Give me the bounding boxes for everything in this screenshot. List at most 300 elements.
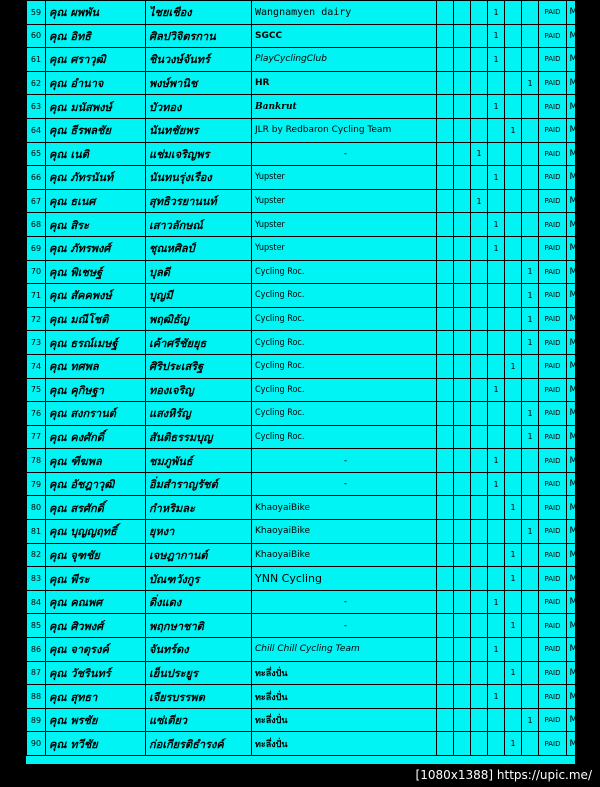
check-cell — [488, 567, 505, 591]
row-number: 90 — [27, 732, 46, 756]
check-cell — [522, 48, 539, 72]
table-row — [27, 260, 592, 284]
check-cell — [488, 142, 505, 166]
paid-status: PAID — [539, 449, 567, 473]
check-cell — [522, 118, 539, 142]
check-cell — [454, 331, 471, 355]
team-name: HR — [252, 71, 437, 95]
category: Men — [567, 520, 592, 544]
check-cell — [471, 614, 488, 638]
team-name: Bankrut — [252, 95, 437, 119]
check-cell — [522, 354, 539, 378]
row-number: 82 — [27, 543, 46, 567]
row-number: 77 — [27, 425, 46, 449]
table-row — [27, 166, 592, 190]
check-cell — [522, 567, 539, 591]
check-cell — [437, 449, 454, 473]
check-cell — [505, 425, 522, 449]
paid-status: PAID — [539, 685, 567, 709]
paid-status: PAID — [539, 472, 567, 496]
check-cell: 1 — [471, 189, 488, 213]
row-number: 74 — [27, 354, 46, 378]
last-name: ชมภูพันธ์ — [146, 449, 252, 473]
check-cell — [454, 142, 471, 166]
check-cell — [488, 307, 505, 331]
check-cell — [471, 1, 488, 25]
category: Men — [567, 638, 592, 662]
check-cell — [522, 449, 539, 473]
table-row — [27, 213, 592, 237]
check-cell — [437, 614, 454, 638]
first-name: คุณ สรศักดิ์ — [46, 496, 146, 520]
row-number: 59 — [27, 1, 46, 25]
check-cell — [471, 331, 488, 355]
first-name: คุณ สุทธา — [46, 685, 146, 709]
check-cell: 1 — [505, 118, 522, 142]
table-row — [27, 236, 592, 260]
check-cell: 1 — [522, 402, 539, 426]
last-name: พฤฒิธัญ — [146, 307, 252, 331]
category: Men — [567, 24, 592, 48]
check-cell — [437, 213, 454, 237]
row-number: 83 — [27, 567, 46, 591]
category: Men — [567, 567, 592, 591]
check-cell — [505, 520, 522, 544]
row-number: 68 — [27, 213, 46, 237]
check-cell — [437, 1, 454, 25]
check-cell — [437, 95, 454, 119]
paid-status: PAID — [539, 732, 567, 756]
team-name: YNN Cycling — [252, 567, 437, 591]
first-name: คุณ ทวีชัย — [46, 732, 146, 756]
check-cell — [488, 284, 505, 308]
check-cell — [471, 708, 488, 732]
check-cell — [471, 213, 488, 237]
last-name: แสงหิรัญ — [146, 402, 252, 426]
check-cell: 1 — [505, 496, 522, 520]
team-name: PlayCyclingClub — [252, 48, 437, 72]
last-name: พฤกษาชาติ — [146, 614, 252, 638]
check-cell — [437, 189, 454, 213]
paid-status: PAID — [539, 638, 567, 662]
team-name: KhaoyaiBike — [252, 520, 437, 544]
paid-status: PAID — [539, 590, 567, 614]
check-cell: 1 — [488, 590, 505, 614]
table-row — [27, 48, 592, 72]
table-row — [27, 142, 592, 166]
category: Men — [567, 260, 592, 284]
check-cell — [437, 307, 454, 331]
category: Men — [567, 661, 592, 685]
first-name: คุณ คุกิษฐา — [46, 378, 146, 402]
check-cell — [505, 402, 522, 426]
table-row — [27, 284, 592, 308]
row-number: 88 — [27, 685, 46, 709]
check-cell — [437, 236, 454, 260]
check-cell — [471, 307, 488, 331]
first-name: คุณ มณีโชติ — [46, 307, 146, 331]
check-cell — [437, 567, 454, 591]
row-number: 85 — [27, 614, 46, 638]
last-name: นันทนรุ่งเรือง — [146, 166, 252, 190]
check-cell — [454, 118, 471, 142]
first-name: คุณ ผพพัน — [46, 1, 146, 25]
paid-status: PAID — [539, 402, 567, 426]
paid-status: PAID — [539, 48, 567, 72]
check-cell — [522, 614, 539, 638]
paid-status: PAID — [539, 708, 567, 732]
check-cell: 1 — [522, 307, 539, 331]
check-cell — [454, 307, 471, 331]
last-name: ยุหงา — [146, 520, 252, 544]
paid-status: PAID — [539, 189, 567, 213]
check-cell — [505, 166, 522, 190]
category: Men — [567, 189, 592, 213]
check-cell — [505, 638, 522, 662]
last-name: กำหริมละ — [146, 496, 252, 520]
check-cell: 1 — [522, 425, 539, 449]
table-row — [27, 71, 592, 95]
check-cell — [437, 685, 454, 709]
check-cell — [454, 166, 471, 190]
last-name: พงษ์พานิช — [146, 71, 252, 95]
team-name: KhaoyaiBike — [252, 496, 437, 520]
check-cell: 1 — [488, 213, 505, 237]
category: Men — [567, 425, 592, 449]
check-cell — [471, 95, 488, 119]
check-cell — [471, 118, 488, 142]
check-cell — [471, 354, 488, 378]
check-cell — [488, 354, 505, 378]
team-name: - — [252, 449, 437, 473]
check-cell — [437, 472, 454, 496]
row-number: 61 — [27, 48, 46, 72]
team-name: Yupster — [252, 189, 437, 213]
check-cell — [454, 402, 471, 426]
check-cell — [454, 213, 471, 237]
check-cell — [437, 590, 454, 614]
table-row — [27, 543, 592, 567]
team-name: ทะลึ่งปั่น — [252, 708, 437, 732]
row-number: 71 — [27, 284, 46, 308]
check-cell — [522, 213, 539, 237]
check-cell — [454, 685, 471, 709]
check-cell — [522, 189, 539, 213]
first-name: คุณ ศิวพงศ์ — [46, 614, 146, 638]
check-cell — [488, 402, 505, 426]
check-cell — [505, 260, 522, 284]
check-cell — [454, 354, 471, 378]
check-cell — [522, 638, 539, 662]
table-row — [27, 661, 592, 685]
team-name: Cycling Roc. — [252, 284, 437, 308]
check-cell — [522, 142, 539, 166]
check-cell: 1 — [522, 260, 539, 284]
table-row — [27, 685, 592, 709]
check-cell — [437, 166, 454, 190]
check-cell: 1 — [522, 284, 539, 308]
team-name: - — [252, 590, 437, 614]
check-cell — [505, 189, 522, 213]
check-cell — [488, 520, 505, 544]
table-row — [27, 732, 592, 756]
paid-status: PAID — [539, 567, 567, 591]
check-cell — [471, 24, 488, 48]
first-name: คุณ ภัทรนันท์ — [46, 166, 146, 190]
team-name: ทะลึ่งปั่น — [252, 661, 437, 685]
check-cell: 1 — [488, 166, 505, 190]
check-cell — [488, 425, 505, 449]
check-cell — [471, 520, 488, 544]
check-cell: 1 — [488, 685, 505, 709]
check-cell — [471, 661, 488, 685]
paid-status: PAID — [539, 425, 567, 449]
check-cell — [437, 496, 454, 520]
check-cell — [454, 732, 471, 756]
team-name: Cycling Roc. — [252, 331, 437, 355]
row-number: 78 — [27, 449, 46, 473]
check-cell — [471, 590, 488, 614]
check-cell — [471, 496, 488, 520]
check-cell — [488, 661, 505, 685]
last-name: ก่อเกียรติธำรงค์ — [146, 732, 252, 756]
team-name: KhaoyaiBike — [252, 543, 437, 567]
category: Men — [567, 449, 592, 473]
team-name: - — [252, 142, 437, 166]
first-name: คุณ ทศพล — [46, 354, 146, 378]
team-name: - — [252, 472, 437, 496]
category: Men — [567, 1, 592, 25]
first-name: คุณ จาตุรงค์ — [46, 638, 146, 662]
last-name: แช่มเจริญพร — [146, 142, 252, 166]
category: Men — [567, 614, 592, 638]
last-name: อิ่มสำราญรัชต์ — [146, 472, 252, 496]
category: Men — [567, 213, 592, 237]
check-cell — [454, 24, 471, 48]
check-cell — [437, 638, 454, 662]
first-name: คุณ ศราวุฒิ — [46, 48, 146, 72]
last-name: เจียรบรรพต — [146, 685, 252, 709]
paid-status: PAID — [539, 71, 567, 95]
check-cell — [471, 260, 488, 284]
team-name: Cycling Roc. — [252, 402, 437, 426]
check-cell — [505, 95, 522, 119]
category: Men — [567, 543, 592, 567]
row-number: 86 — [27, 638, 46, 662]
check-cell — [454, 638, 471, 662]
check-cell — [454, 425, 471, 449]
check-cell — [505, 213, 522, 237]
check-cell — [454, 472, 471, 496]
check-cell — [522, 685, 539, 709]
table-row — [27, 354, 592, 378]
row-number: 65 — [27, 142, 46, 166]
check-cell — [454, 71, 471, 95]
first-name: คุณ ธรณ์เมษฐ์ — [46, 331, 146, 355]
category: Men — [567, 402, 592, 426]
paid-status: PAID — [539, 354, 567, 378]
check-cell — [505, 590, 522, 614]
first-name: คุณ อัชฎาวุฒิ — [46, 472, 146, 496]
check-cell: 1 — [488, 378, 505, 402]
last-name: แซ่เตียว — [146, 708, 252, 732]
last-name: ศิริประเสริฐ — [146, 354, 252, 378]
first-name: คุณ เนติ — [46, 142, 146, 166]
check-cell — [522, 590, 539, 614]
check-cell — [488, 614, 505, 638]
check-cell — [454, 260, 471, 284]
first-name: คุณ สิระ — [46, 213, 146, 237]
team-name: Cycling Roc. — [252, 260, 437, 284]
category: Men — [567, 142, 592, 166]
first-name: คุณ ธเนศ — [46, 189, 146, 213]
table-row — [27, 425, 592, 449]
table-row — [27, 95, 592, 119]
watermark-bar — [0, 764, 600, 787]
category: Men — [567, 378, 592, 402]
category: Men — [567, 354, 592, 378]
table-row — [27, 496, 592, 520]
check-cell — [437, 71, 454, 95]
team-name: Chill Chill Cycling Team — [252, 638, 437, 662]
check-cell: 1 — [488, 48, 505, 72]
first-name: คุณ สัคคพงษ์ — [46, 284, 146, 308]
check-cell — [522, 24, 539, 48]
team-name: Yupster — [252, 166, 437, 190]
last-name: จันทร์ดง — [146, 638, 252, 662]
first-name: คุณ บุญญฤทธิ์ — [46, 520, 146, 544]
check-cell — [488, 71, 505, 95]
category: Men — [567, 685, 592, 709]
check-cell — [437, 284, 454, 308]
team-name: Cycling Roc. — [252, 425, 437, 449]
team-name: ทะลึ่งปั่น — [252, 685, 437, 709]
row-number: 66 — [27, 166, 46, 190]
row-number: 73 — [27, 331, 46, 355]
first-name: คุณ พิเชษฐ์ — [46, 260, 146, 284]
check-cell — [522, 661, 539, 685]
check-cell — [471, 472, 488, 496]
check-cell — [454, 449, 471, 473]
check-cell — [522, 236, 539, 260]
check-cell — [471, 378, 488, 402]
team-name: ทะลึ่งปั่น — [252, 732, 437, 756]
check-cell — [522, 378, 539, 402]
team-name: - — [252, 614, 437, 638]
table-row — [27, 189, 592, 213]
check-cell: 1 — [522, 708, 539, 732]
check-cell: 1 — [488, 472, 505, 496]
paid-status: PAID — [539, 1, 567, 25]
check-cell: 1 — [488, 24, 505, 48]
check-cell — [505, 142, 522, 166]
row-number: 76 — [27, 402, 46, 426]
check-cell — [471, 166, 488, 190]
paid-status: PAID — [539, 520, 567, 544]
check-cell: 1 — [505, 543, 522, 567]
check-cell: 1 — [522, 520, 539, 544]
check-cell — [505, 307, 522, 331]
category: Men — [567, 284, 592, 308]
check-cell — [522, 1, 539, 25]
table-row — [27, 24, 592, 48]
check-cell: 1 — [471, 142, 488, 166]
check-cell: 1 — [488, 638, 505, 662]
check-cell — [454, 543, 471, 567]
last-name: ดิ่งแดง — [146, 590, 252, 614]
team-name: SGCC — [252, 24, 437, 48]
check-cell — [437, 661, 454, 685]
row-number: 87 — [27, 661, 46, 685]
first-name: คุณ ภัทรพงศ์ — [46, 236, 146, 260]
last-name: บัวทอง — [146, 95, 252, 119]
team-name: Yupster — [252, 236, 437, 260]
first-name: คุณ อิทธิ — [46, 24, 146, 48]
check-cell — [522, 543, 539, 567]
first-name: คุณ อำนาจ — [46, 71, 146, 95]
check-cell — [522, 496, 539, 520]
category: Men — [567, 708, 592, 732]
check-cell — [505, 236, 522, 260]
table-row — [27, 567, 592, 591]
check-cell: 1 — [505, 567, 522, 591]
paid-status: PAID — [539, 614, 567, 638]
paid-status: PAID — [539, 213, 567, 237]
category: Men — [567, 732, 592, 756]
check-cell — [437, 142, 454, 166]
table-row — [27, 520, 592, 544]
category: Men — [567, 48, 592, 72]
paid-status: PAID — [539, 118, 567, 142]
last-name: เย็นประยูร — [146, 661, 252, 685]
row-number: 70 — [27, 260, 46, 284]
row-number: 79 — [27, 472, 46, 496]
check-cell — [471, 71, 488, 95]
first-name: คุณ คณพศ — [46, 590, 146, 614]
check-cell — [437, 402, 454, 426]
last-name: ชุณหศิลป์ — [146, 236, 252, 260]
check-cell — [437, 708, 454, 732]
paid-status: PAID — [539, 496, 567, 520]
check-cell — [437, 425, 454, 449]
category: Men — [567, 331, 592, 355]
check-cell — [505, 685, 522, 709]
check-cell — [522, 95, 539, 119]
last-name: เสาวลักษณ์ — [146, 213, 252, 237]
watermark-text: [1080x1388] https://upic.me/ — [415, 768, 592, 782]
check-cell — [454, 520, 471, 544]
category: Men — [567, 166, 592, 190]
check-cell — [437, 118, 454, 142]
check-cell — [471, 402, 488, 426]
check-cell — [471, 685, 488, 709]
check-cell: 1 — [505, 614, 522, 638]
first-name: คุณ วัชรินทร์ — [46, 661, 146, 685]
check-cell — [505, 284, 522, 308]
table-row — [27, 402, 592, 426]
check-cell — [488, 543, 505, 567]
check-cell — [454, 590, 471, 614]
team-name: Cycling Roc. — [252, 378, 437, 402]
first-name: คุณ พีระ — [46, 567, 146, 591]
check-cell: 1 — [522, 331, 539, 355]
row-number: 72 — [27, 307, 46, 331]
check-cell — [471, 284, 488, 308]
first-name: คุณ สงกรานต์ — [46, 402, 146, 426]
paid-status: PAID — [539, 661, 567, 685]
check-cell — [522, 732, 539, 756]
last-name: บุลดี — [146, 260, 252, 284]
